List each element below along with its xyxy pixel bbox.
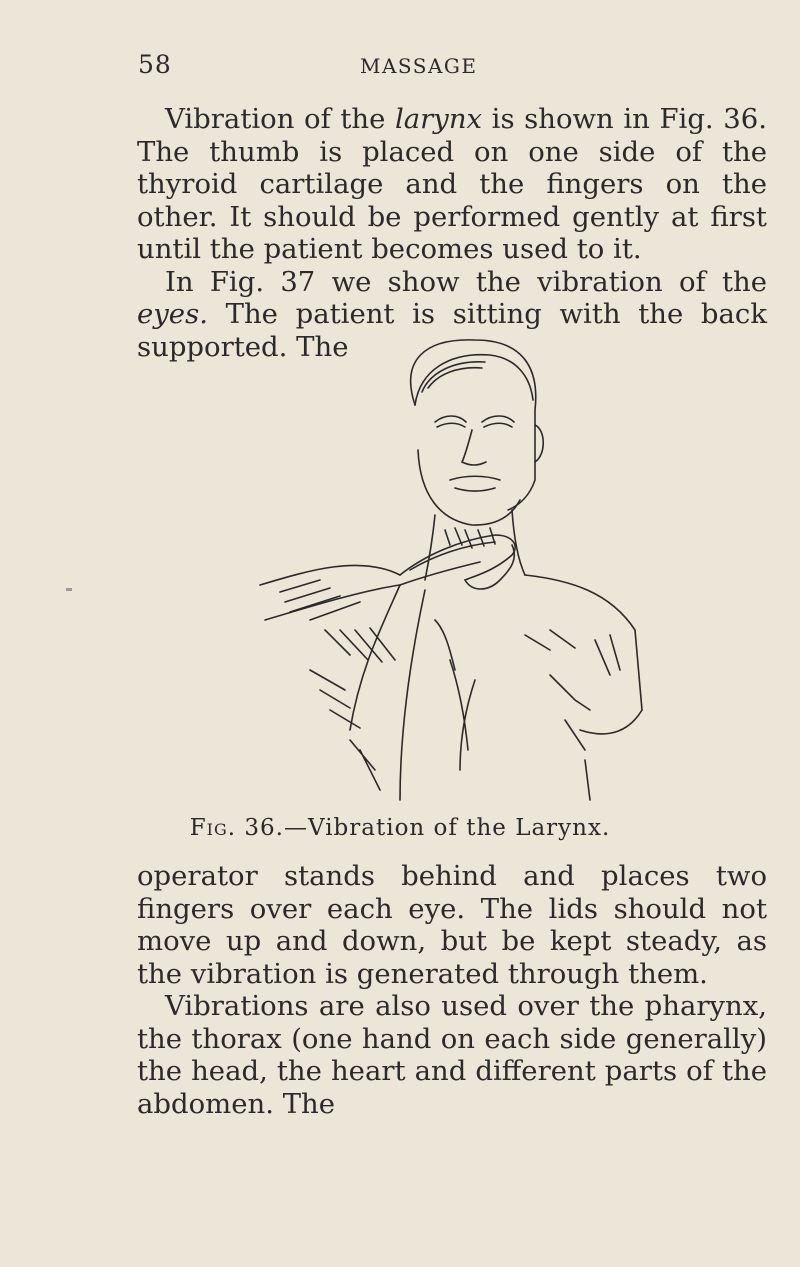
- operator-hand: [400, 535, 515, 580]
- emphasis-eyes: eyes.: [137, 298, 208, 330]
- figure-caption: Fig. 36.—Vibration of the Larynx.: [189, 815, 611, 841]
- operator-arm: [260, 565, 400, 585]
- neck: [425, 515, 435, 580]
- paragraph-vibrations: Vibrations are also used over the pharynx, the thorax (one hand on each side generally) the head, the heart and different parts of the abdomen. The: [137, 990, 767, 1120]
- patient-torso: [580, 710, 642, 734]
- right-eye: [482, 416, 514, 422]
- mouth: [450, 476, 500, 480]
- nose: [462, 430, 486, 465]
- paragraph-larynx: Vibration of the larynx is shown in Fig. 36. The thumb is placed on one side of the thyroid cartilage and the fingers on the other. It should be performed gently at first until the patient becomes used to it.: [137, 103, 767, 265]
- head-outline: [411, 340, 536, 510]
- figure-label: Fig. 36.: [189, 815, 284, 841]
- body-text-bottom: [137, 860, 767, 1120]
- emphasis-larynx: larynx: [394, 103, 483, 135]
- patient-shoulder: [525, 575, 642, 710]
- paragraph-operator: operator stands behind and places two fingers over each eye. The lids should not move up and down, but be kept steady, as the vibration is generated through them.: [137, 860, 767, 990]
- jaw: [418, 450, 520, 525]
- paper-speck: [66, 588, 72, 591]
- page-number: 58: [138, 50, 172, 79]
- ear: [535, 425, 543, 462]
- left-eye: [435, 416, 466, 422]
- larynx-vibration-illustration: [250, 330, 645, 810]
- body-text-top: [137, 103, 767, 363]
- running-title: MASSAGE: [360, 54, 478, 78]
- paragraph-eyes: In Fig. 37 we show the vibration of the eyes. The patient is sitting with the back supported. The: [137, 265, 767, 363]
